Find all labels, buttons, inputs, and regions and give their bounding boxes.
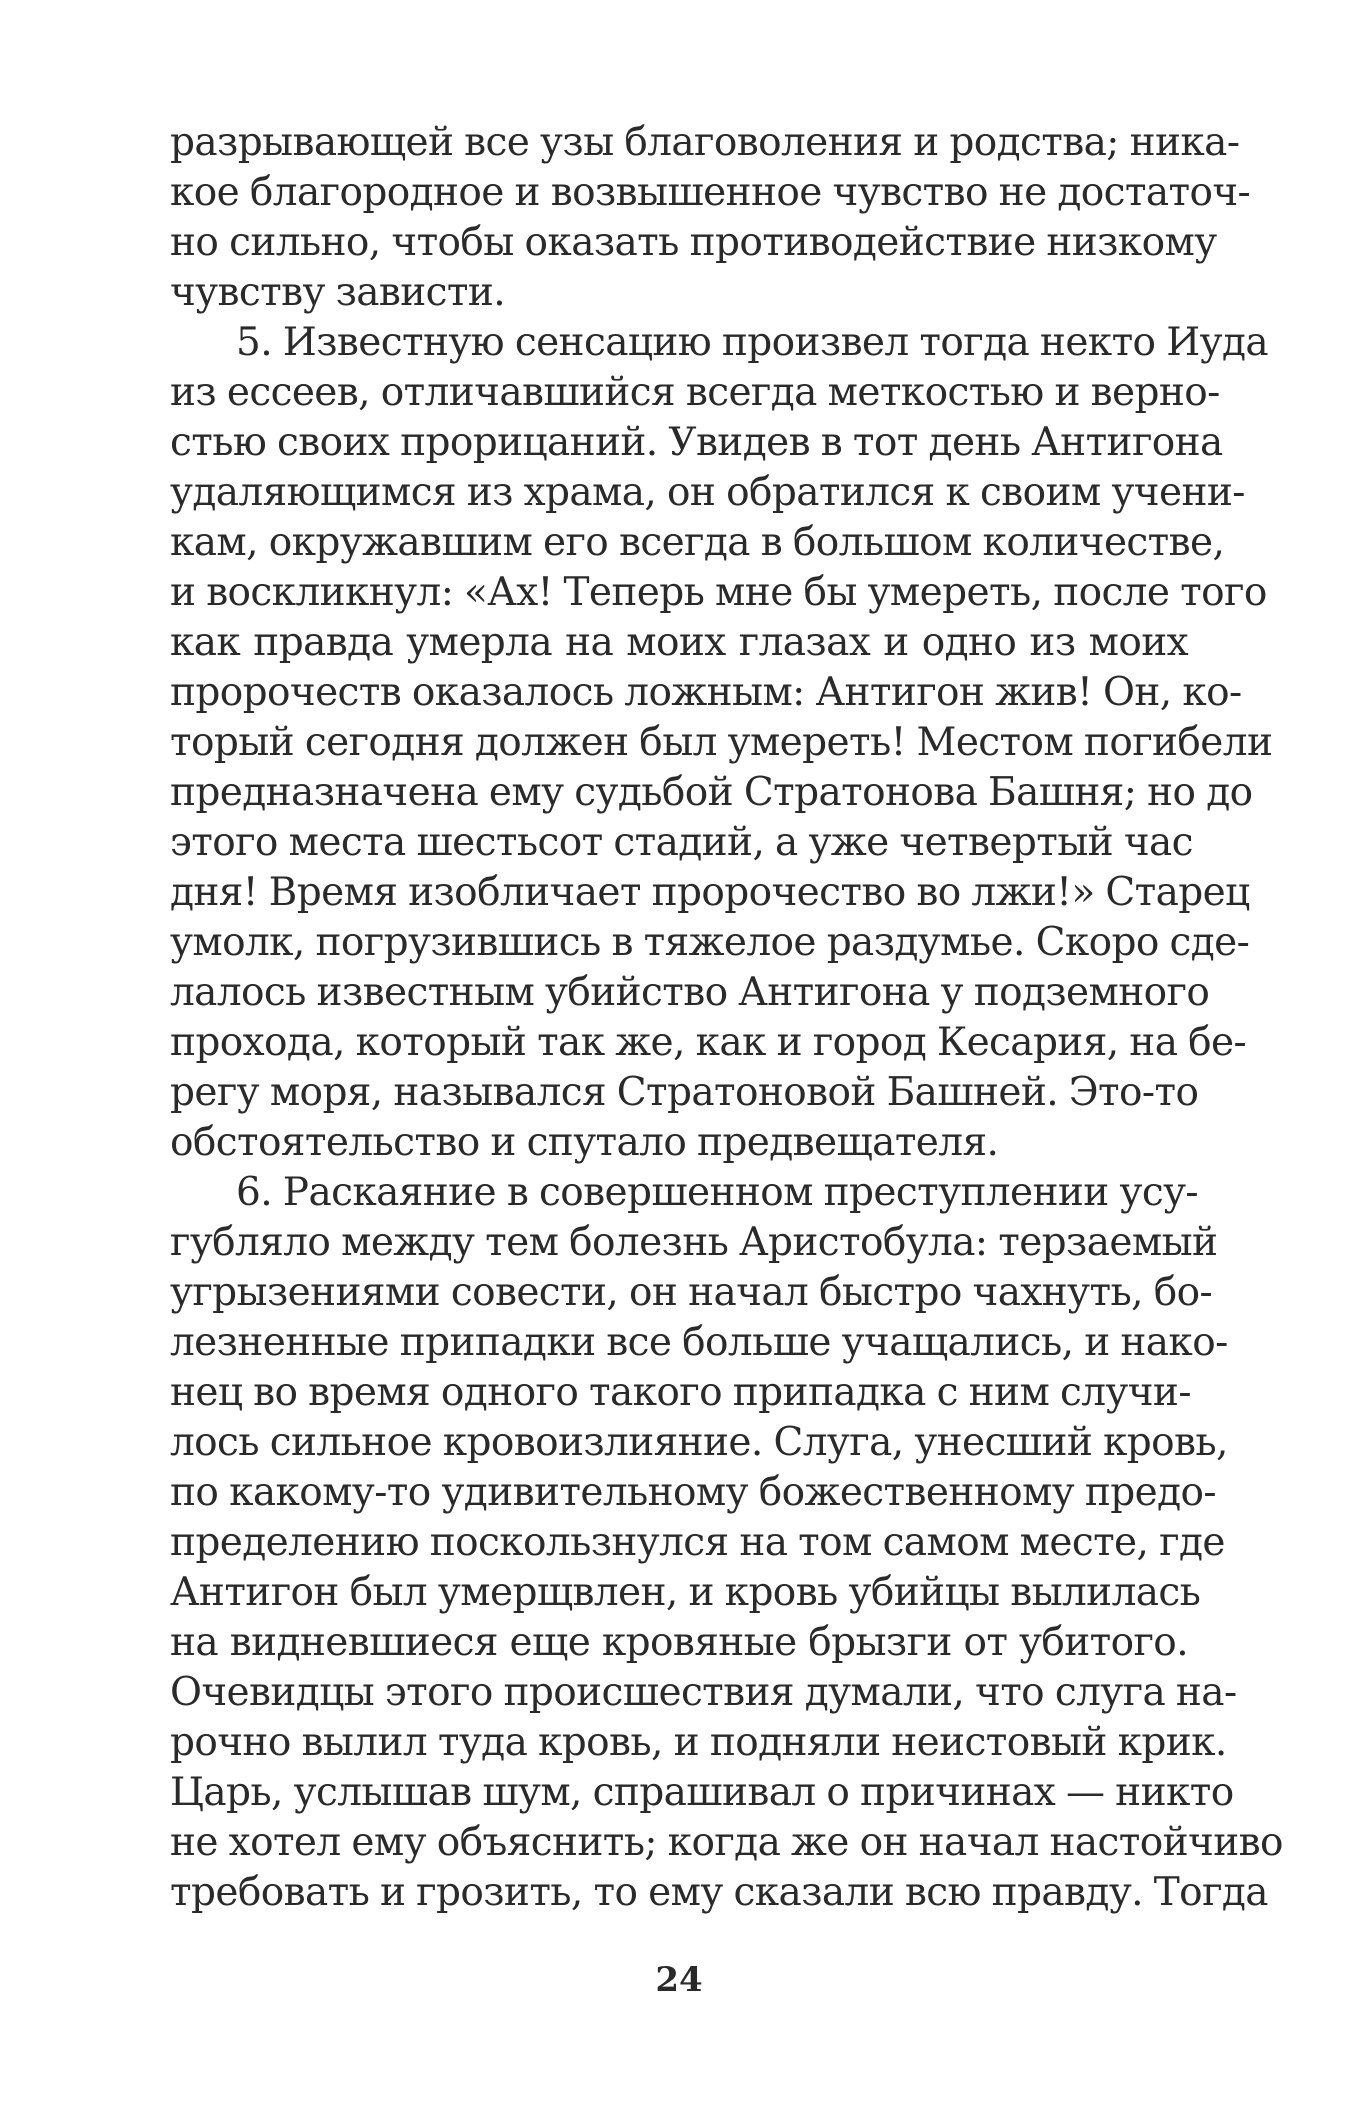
text-line: Царь, услышав шум, спрашивал о причинах — никто <box>170 1770 1234 1815</box>
text-line: пророчеств оказалось ложным: Антигон жив! Он, ко- <box>170 670 1242 715</box>
body-text <box>170 118 1283 1918</box>
text-line: 5. Известную сенсацию произвел тогда некто Иуда <box>236 320 1269 365</box>
text-line: умолк, погрузившись в тяжелое раздумье. Скоро сде- <box>170 920 1250 965</box>
text-line: лезненные припадки все больше учащались, и нако- <box>170 1320 1228 1365</box>
text-line: не хотел ему объяснить; когда же он начал настойчиво <box>170 1820 1283 1865</box>
text-line: кам, окружавшим его всегда в большом количестве, <box>170 520 1225 565</box>
text-line: нец во время одного такого припадка с ним случи- <box>170 1370 1191 1415</box>
text-line: на видневшиеся еще кровяные брызги от убитого. <box>170 1620 1188 1665</box>
text-line: прохода, который так же, как и город Кесария, на бе- <box>170 1020 1247 1065</box>
text-line: лось сильное кровоизлияние. Слуга, унесший кровь, <box>170 1420 1228 1465</box>
text-line: пределению поскользнулся на том самом месте, где <box>170 1520 1225 1565</box>
text-line: как правда умерла на моих глазах и одно из моих <box>170 620 1188 665</box>
text-line: требовать и грозить, то ему сказали всю правду. Тогда <box>170 1870 1268 1915</box>
text-line: торый сегодня должен был умереть! Местом погибели <box>170 720 1273 765</box>
text-line: кое благородное и возвышенное чувство не достаточ- <box>170 170 1251 215</box>
text-line: рочно вылил туда кровь, и подняли неистовый крик. <box>170 1720 1227 1765</box>
page-number: 24 <box>655 1960 703 2000</box>
text-line: этого места шестьсот стадий, а уже четвертый час <box>170 820 1193 865</box>
text-line: разрывающей все узы благоволения и родства; ника- <box>170 120 1240 165</box>
text-line: Очевидцы этого происшествия думали, что слуга на- <box>170 1670 1237 1715</box>
text-line: по какому-то удивительному божественному предо- <box>170 1470 1217 1515</box>
text-line: Антигон был умерщвлен, и кровь убийцы вылилась <box>170 1570 1201 1615</box>
text-line: из ессеев, отличавшийся всегда меткостью и верно- <box>170 370 1220 415</box>
text-line: угрызениями совести, он начал быстро чахнуть, бо- <box>170 1270 1213 1315</box>
text-line: дня! Время изобличает пророчество во лжи!» Старец <box>170 870 1250 915</box>
text-line: 6. Раскаяние в совершенном преступлении усу- <box>236 1170 1198 1215</box>
text-line: обстоятельство и спутало предвещателя. <box>170 1120 999 1165</box>
text-line: предназначена ему судьбой Стратонова Башня; но до <box>170 770 1253 815</box>
text-line: лалось известным убийство Антигона у подземного <box>170 970 1210 1015</box>
text-line: но сильно, чтобы оказать противодействие низкому <box>170 220 1217 265</box>
text-line: регу моря, назывался Стратоновой Башней. Это-то <box>170 1070 1199 1115</box>
text-line: и воскликнул: «Ах! Теперь мне бы умереть, после того <box>170 570 1267 615</box>
text-line: удаляющимся из храма, он обратился к своим учени- <box>170 470 1245 515</box>
text-line: губляло между тем болезнь Аристобула: терзаемый <box>170 1220 1218 1265</box>
text-line: стью своих прорицаний. Увидев в тот день Антигона <box>170 420 1223 465</box>
text-line: чувству зависти. <box>170 270 506 315</box>
